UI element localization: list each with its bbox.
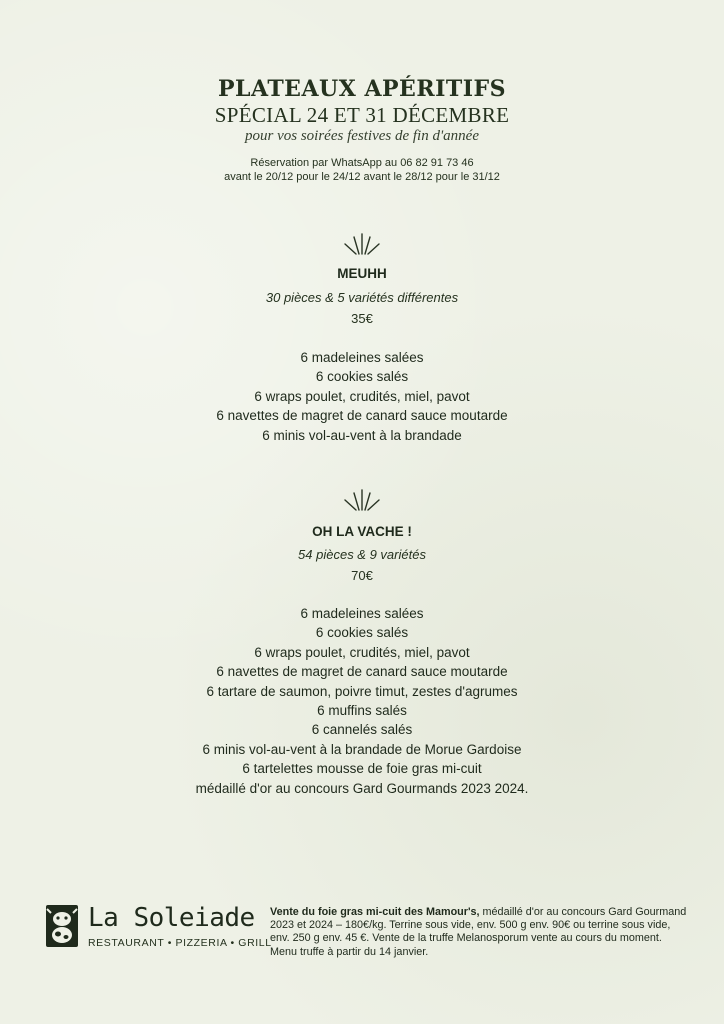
cow-logo-icon: [44, 903, 80, 949]
menu-1-items: [0, 348, 724, 445]
menu-2-price: 70€: [351, 568, 373, 583]
logo-name: La Soleiade: [88, 903, 255, 933]
tagline: pour vos soirées festives de fin d'année: [245, 128, 479, 144]
footer-note-text: médaillé d'or au concours Gard Gourmand 2023 et 2024 – 180€/kg. Terrine sous vide, env. 500 g env. 90€ ou terrine sous vide, env. 250 g env. 45 €. Vente de la truffe Melanosporum vente au cours du moment. Menu truffe à partir du 14 janvier.: [270, 906, 687, 958]
menu-1-name: MEUHH: [337, 266, 387, 281]
list-item: 6 muffins salés: [317, 703, 407, 719]
list-item: 6 cannelés salés: [311, 722, 413, 738]
list-item: 6 tartare de saumon, poivre timut, zestes d'agrumes: [206, 683, 518, 699]
restaurant-logo: [44, 903, 274, 955]
reservation-info: [0, 156, 724, 184]
list-item: 6 navettes de magret de canard sauce moutarde: [216, 408, 508, 424]
list-item: médaillé d'or au concours Gard Gourmands 2023 2024.: [195, 780, 529, 796]
list-item: 6 cookies salés: [315, 369, 409, 385]
menu-1-price: 35€: [351, 311, 373, 326]
reservation-line-2: avant le 20/12 pour le 24/12 avant le 28/12 pour le 31/12: [224, 171, 500, 183]
menu-2-items: [0, 604, 724, 798]
list-item: 6 tartelettes mousse de foie gras mi-cuit: [242, 761, 482, 777]
logo-subtitle: RESTAURANT • PIZZERIA • GRILL: [88, 937, 272, 949]
reservation-line-1: Réservation par WhatsApp au 06 82 91 73 46: [250, 157, 474, 169]
list-item: 6 madeleines salées: [300, 350, 424, 365]
list-item: 6 wraps poulet, crudités, miel, pavot: [254, 644, 470, 660]
page-title: PLATEAUX APÉRITIFS: [217, 76, 507, 102]
footer-note: [270, 906, 690, 959]
list-item: 6 wraps poulet, crudités, miel, pavot: [254, 388, 470, 404]
burst-ornament-icon: [342, 232, 382, 256]
list-item: 6 minis vol-au-vent à la brandade de Morue Gardoise: [202, 741, 522, 757]
list-item: 6 madeleines salées: [300, 606, 424, 621]
page-subtitle: SPÉCIAL 24 ET 31 DÉCEMBRE: [214, 103, 510, 127]
list-item: 6 minis vol-au-vent à la brandade: [262, 427, 462, 443]
list-item: 6 cookies salés: [315, 625, 409, 641]
burst-ornament-icon: [342, 488, 382, 512]
menu-2-name: OH LA VACHE !: [312, 524, 412, 539]
menu-2-description: 54 pièces & 9 variétés: [298, 547, 426, 562]
menu-1-description: 30 pièces & 5 variétés différentes: [265, 290, 459, 305]
footer-note-bold: Vente du foie gras mi-cuit des Mamour's,: [270, 906, 480, 918]
list-item: 6 navettes de magret de canard sauce moutarde: [216, 664, 508, 680]
